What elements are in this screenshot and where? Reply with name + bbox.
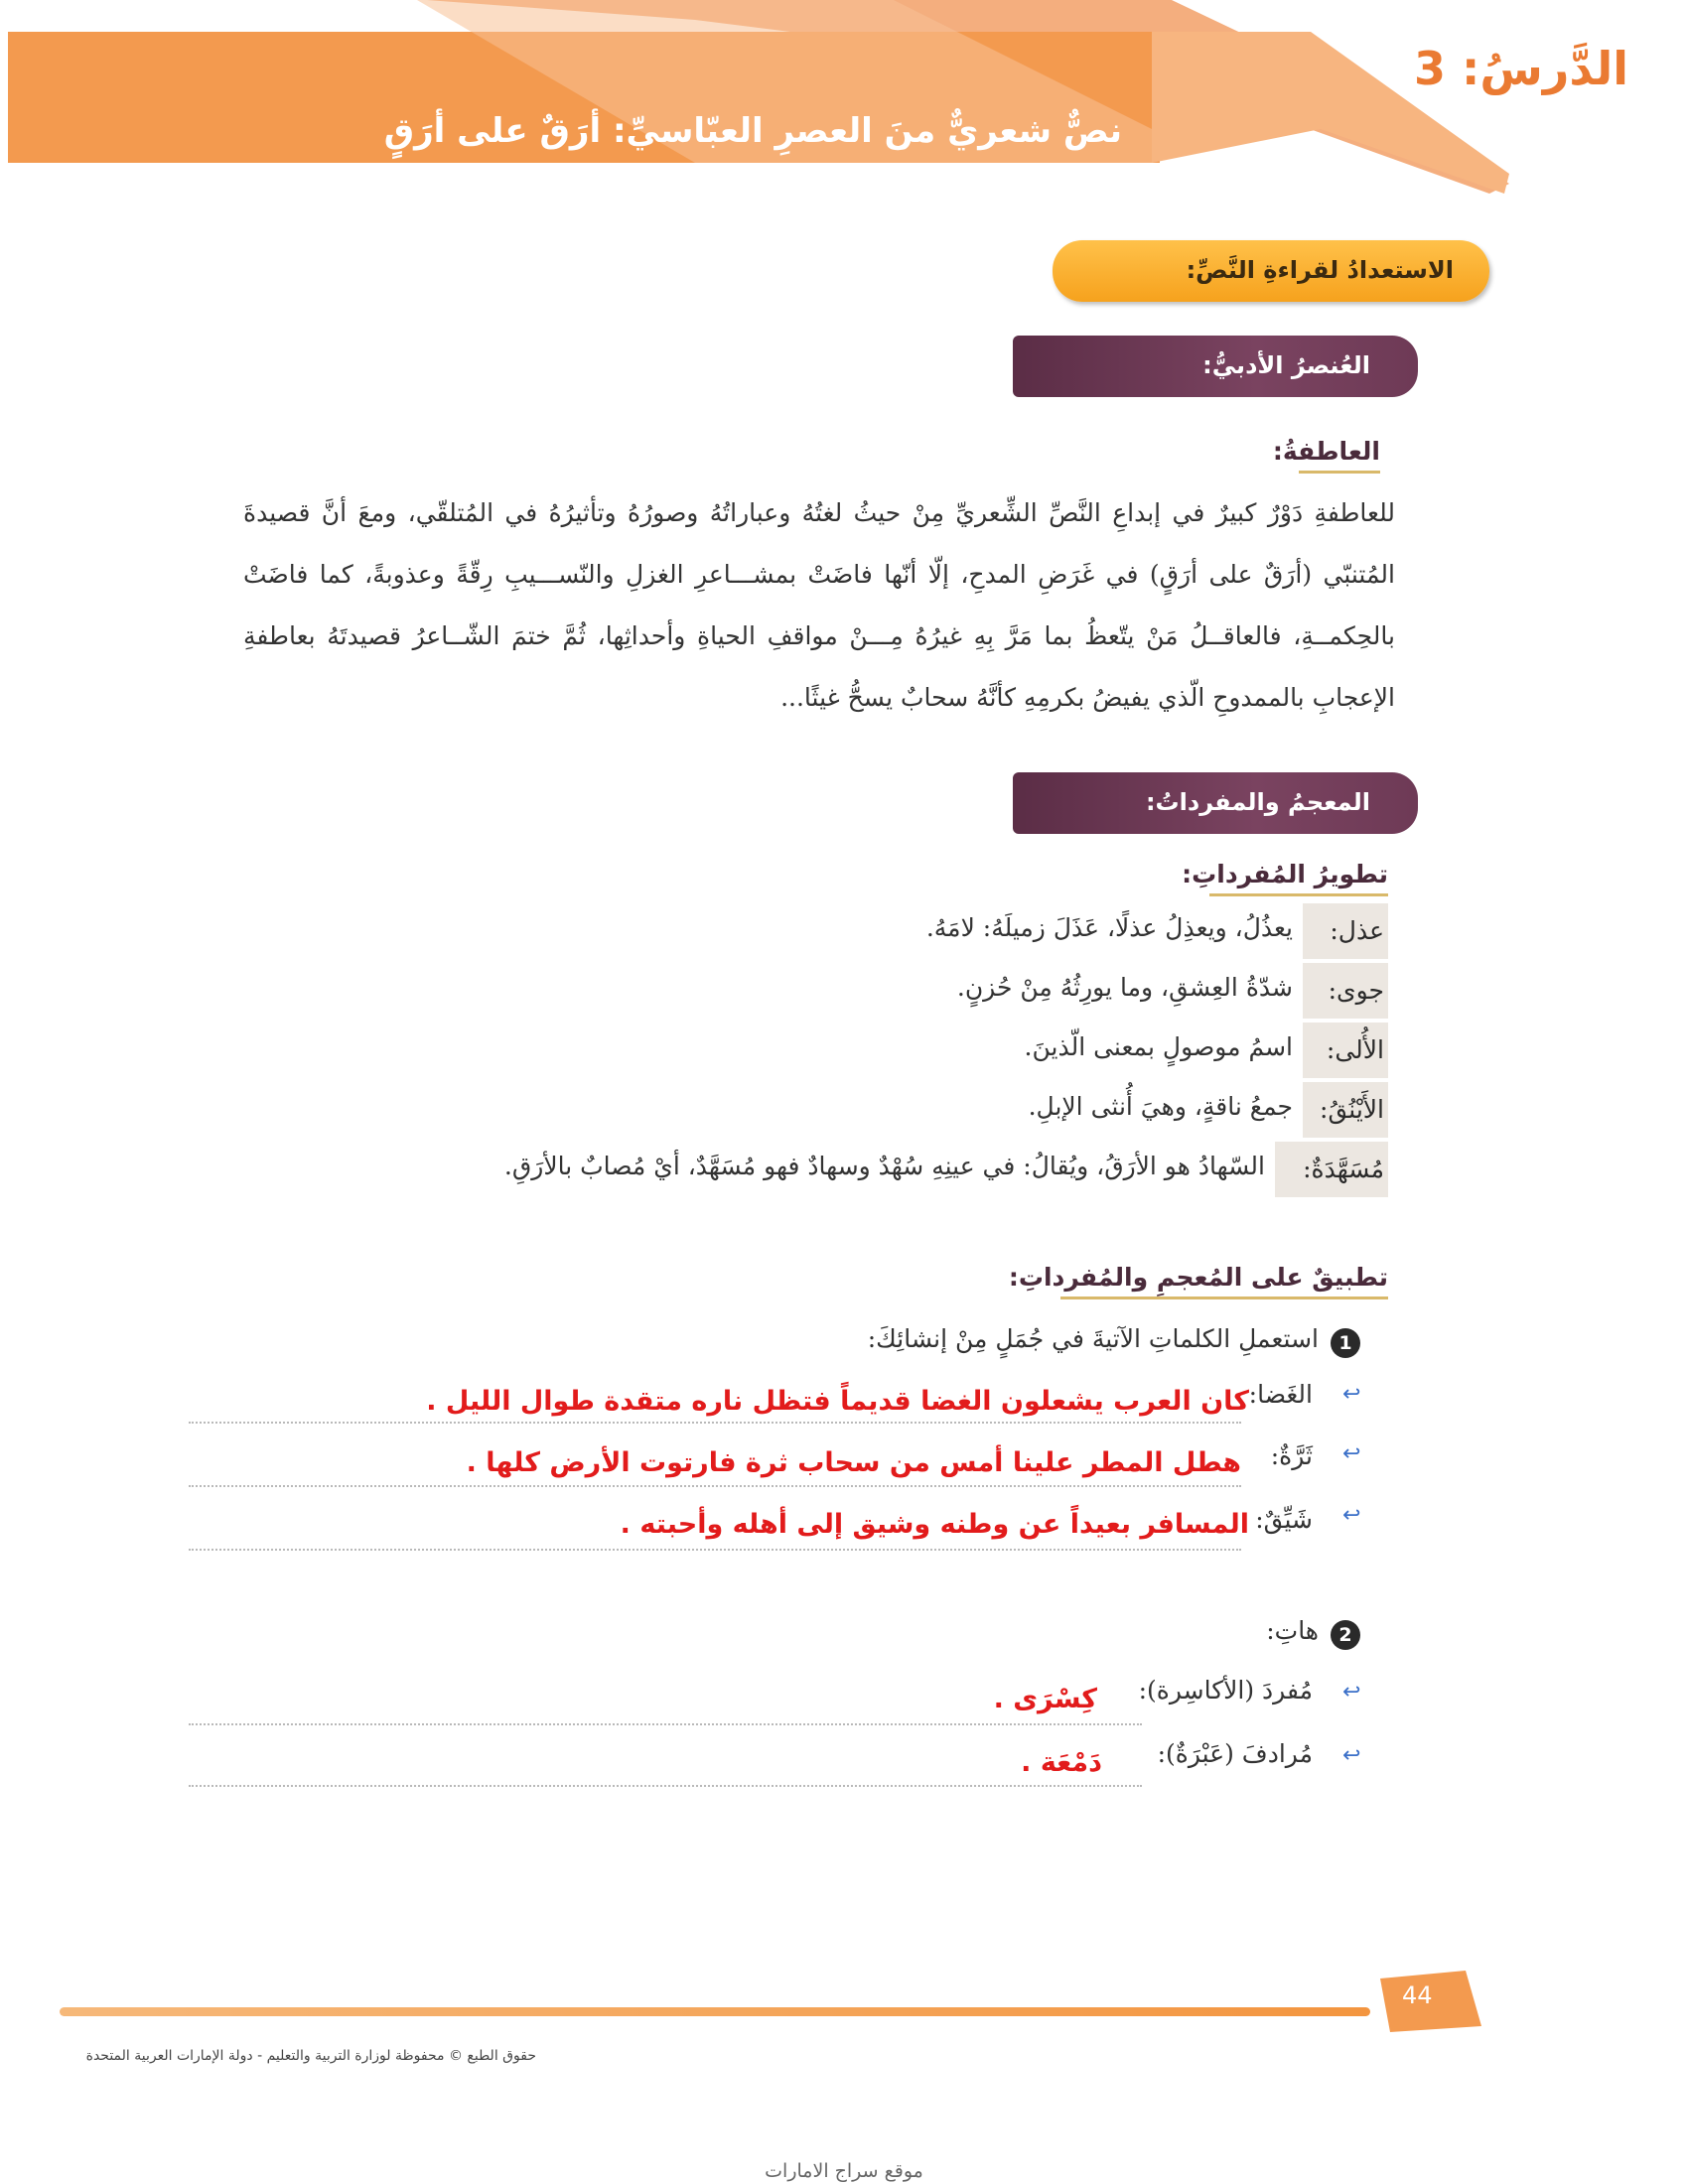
arrow-icon: ↩ [1342, 1382, 1361, 1407]
vocab-term: الأَيْنُقُ: [1303, 1082, 1388, 1138]
arrow-icon: ↩ [1342, 1441, 1361, 1466]
literary-section-title: العُنصرُ الأدبيُّ: [1202, 351, 1370, 379]
literary-section-bar [1013, 336, 1418, 397]
vocab-term: الأُلى: [1303, 1023, 1388, 1078]
arrow-icon: ↩ [1342, 1680, 1361, 1705]
vocab-definition: جمعُ ناقةٍ، وهيَ أُنثى الإبلِ. [1028, 1092, 1293, 1121]
q1-word: شَيِّقٌ: [1255, 1505, 1313, 1534]
page-number: 44 [1402, 1981, 1433, 2009]
q1-answer: هطل المطر علينا أمس من سحاب ثرة فارتوت الأرض كلها . [466, 1447, 1241, 1478]
q1-word: ثَرَّةٌ: [1270, 1441, 1313, 1470]
vocab-term: عذل: [1303, 903, 1388, 959]
lexicon-section-title: المعجمُ والمفرداتُ: [1145, 788, 1370, 816]
prep-section-title: الاستعدادُ لقراءةِ النَّصِّ: [1186, 256, 1454, 284]
applied-underline [1060, 1297, 1388, 1299]
vocab-dev-heading: تطويرُ المُفرداتِ: [1182, 860, 1388, 888]
q1-answer: المسافر بعيداً عن وطنه وشيق إلى أهله وأحبته . [620, 1509, 1249, 1540]
applied-heading: تطبيقٌ على المُعجمِ والمُفرداتِ: [1008, 1263, 1388, 1292]
lesson-subtitle: نصٌّ شعريٌّ منَ العصرِ العبّاسيِّ: أرَقٌ على أرَقٍ [383, 111, 1122, 151]
vocab-definition: السّهادُ هو الأرَقُ، ويُقالُ: في عينِهِ سُهْدٌ وسهادٌ فهو مُسَهَّدٌ، أيْ مُصابٌ بالأرَقِ. [503, 1152, 1265, 1180]
question-1-number: 1 [1331, 1328, 1360, 1358]
answer-line [189, 1785, 1142, 1787]
question-2-number: 2 [1331, 1620, 1360, 1650]
emotion-heading: العاطفةُ: [1272, 437, 1380, 466]
vocab-definition: شدّةُ العِشقِ، وما يورِثُهُ مِنْ حُزنٍ. [956, 973, 1293, 1002]
q2-word: مُفردَ (الأكاسِرة): [1138, 1676, 1313, 1705]
vocab-term: جوى: [1303, 963, 1388, 1019]
arrow-icon: ↩ [1342, 1743, 1361, 1768]
vocab-definition: يعذُلُ، ويعذِلُ عذلًا، عَذَلَ زميلَهُ: لامَهُ. [925, 913, 1293, 942]
question-1-text: استعملِ الكلماتِ الآتيةَ في جُمَلٍ مِنْ إنشائِكَ: [867, 1324, 1319, 1353]
site-name: موقع سراج الامارات [765, 2160, 923, 2182]
q2-answer: دَمْعَة . [1021, 1747, 1102, 1778]
emotion-paragraph: للعاطفةِ دَوْرٌ كبيرٌ في إبداعِ النَّصِّ الشِّعريِّ مِنْ حيثُ لغتُهُ وعباراتُهُ وصورُهُ وتأثيرُهُ في المُتلقّي، ومعَ أنَّ قصيدةَ المُتنبّي (أرَقٌ على أرَقٍ) في غَرَضِ المدحِ، إلّا أنّها فاضَتْ بمشـــاعرِ الغزلِ والنّســـيبِ رِقّةً وعذوبةً، كما فاضَتْ بالحِكمــةِ، فالعاقــلُ مَنْ يتّعظُ بما مَرَّ بِهِ غيرُهُ مِـــنْ مواقفِ الحياةِ وأحداثِها، ثُمَّ ختمَ الشّــاعرُ قصيدتَهُ بعاطفةِ الإعجابِ بالممدوحِ الّذي يفيضُ بكرمِهِ كأنَّهُ سحابٌ يسحُّ غيثًا... [243, 498, 1395, 712]
lexicon-section-bar [1013, 772, 1418, 834]
q2-answer: كِسْرَى . [993, 1684, 1097, 1714]
footer-rule [60, 2007, 1370, 2016]
copyright-notice: حقوق الطبع © محفوظة لوزارة التربية والتعليم - دولة الإمارات العربية المتحدة [85, 2048, 536, 2064]
answer-line [189, 1549, 1241, 1551]
lesson-title: الدَّرسُ: 3 [1414, 42, 1628, 95]
answer-line [189, 1485, 1241, 1487]
q1-word: الغَضا: [1248, 1380, 1313, 1409]
arrow-icon: ↩ [1342, 1503, 1361, 1528]
q1-answer: كان العرب يشعلون الغضا قديماً فتظل ناره متقدة طوال الليل . [426, 1386, 1249, 1417]
prep-section-pill [1053, 240, 1489, 302]
question-2-text: هاتِ: [1266, 1616, 1319, 1645]
emotion-underline [1299, 471, 1380, 474]
vocab-definition: اسمُ موصولٍ بمعنى الّذينَ. [1024, 1032, 1293, 1061]
vocab-dev-underline [1209, 893, 1388, 896]
answer-line [189, 1422, 1241, 1424]
vocab-term: مُسَهَّدَةٌ: [1275, 1142, 1388, 1197]
answer-line [189, 1723, 1142, 1725]
q2-word: مُرادفَ (عَبْرَةٌ): [1157, 1739, 1313, 1768]
